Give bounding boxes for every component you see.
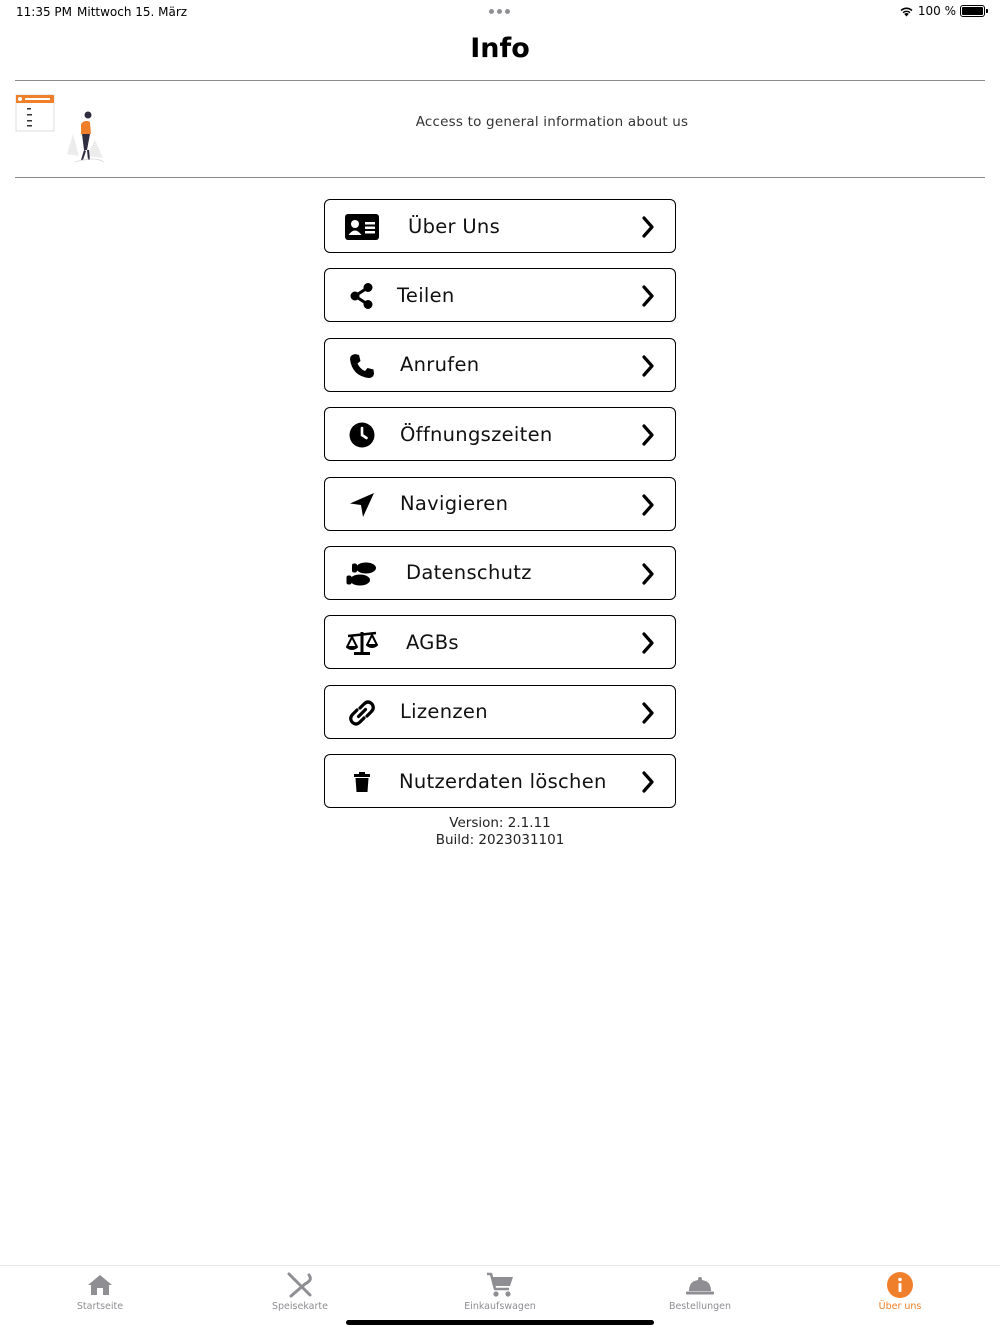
chevron-right-icon [641,702,655,724]
tab-einkaufswagen[interactable] [400,1266,600,1316]
cloche-icon [686,1271,714,1299]
tab-startseite[interactable] [0,1266,200,1316]
status-date: Mittwoch 15. März [77,5,188,19]
status-time: 11:35 PM [16,5,72,19]
info-icon [886,1271,914,1299]
chevron-right-icon [641,632,655,654]
multitasking-dots-icon[interactable] [489,9,510,14]
chevron-right-icon [641,216,655,238]
tab-speisekarte[interactable] [200,1266,400,1316]
menu-item-ueber-uns[interactable] [324,199,676,253]
chevron-right-icon [641,563,655,585]
menu-label-datenschutz: Datenschutz [406,561,532,585]
version-text: Version: 2.1.11 [449,815,551,831]
chevron-right-icon [641,355,655,377]
version-info [300,815,700,849]
id-card-icon [345,213,379,241]
battery-percentage: 100 % [917,4,956,18]
tab-bestellungen[interactable] [600,1266,800,1316]
location-arrow-icon [345,491,379,519]
menu-label-teilen: Teilen [397,283,455,307]
battery-icon [960,5,985,17]
chevron-right-icon [641,771,655,793]
tab-label-ueber-uns: Über uns [878,1301,922,1312]
home-indicator[interactable] [346,1320,654,1325]
menu-item-nutzerdaten-loeschen[interactable] [324,754,676,808]
hero-divider [15,177,985,178]
status-indicators [899,4,985,18]
chevron-right-icon [641,424,655,446]
menu-item-agbs[interactable] [324,615,676,669]
menu-label-ueber-uns: Über Uns [408,214,501,238]
info-menu [324,199,676,824]
cart-icon [486,1271,514,1299]
menu-item-datenschutz[interactable] [324,546,676,600]
menu-item-teilen[interactable] [324,268,676,322]
build-text: Build: 2023031101 [435,832,565,848]
menu-label-navigieren: Navigieren [400,492,509,516]
clock-icon [345,421,379,449]
menu-label-lizenzen: Lizenzen [400,700,488,724]
menu-label-nutzerdaten-loeschen: Nutzerdaten löschen [399,769,607,793]
share-icon [345,282,379,310]
menu-item-anrufen[interactable] [324,338,676,392]
menu-item-oeffnungszeiten[interactable] [324,407,676,461]
link-icon [345,699,379,727]
chevron-right-icon [641,494,655,516]
chevron-right-icon [641,285,655,307]
shoe-prints-icon [345,560,379,588]
tab-label-startseite: Startseite [76,1301,124,1312]
menu-label-oeffnungszeiten: Öffnungszeiten [400,422,553,446]
home-icon [86,1271,114,1299]
page-title: Info [470,33,530,64]
menu-label-anrufen: Anrufen [400,353,480,377]
trash-icon [345,768,379,796]
phone-icon [345,352,379,380]
balance-scale-icon [345,629,379,657]
info-illustration [15,94,105,164]
wifi-icon [899,5,914,17]
menu-item-lizenzen[interactable] [324,685,676,739]
utensils-icon [286,1271,314,1299]
menu-label-agbs: AGBs [406,630,459,654]
header-divider [15,80,985,81]
status-bar [0,0,1000,24]
tab-label-bestellungen: Bestellungen [668,1301,732,1312]
tab-label-einkaufswagen: Einkaufswagen [464,1301,536,1312]
tab-ueber-uns[interactable] [800,1266,1000,1316]
tab-label-speisekarte: Speisekarte [272,1301,328,1312]
hero-description: Access to general information about us [415,114,689,130]
menu-item-navigieren[interactable] [324,477,676,531]
